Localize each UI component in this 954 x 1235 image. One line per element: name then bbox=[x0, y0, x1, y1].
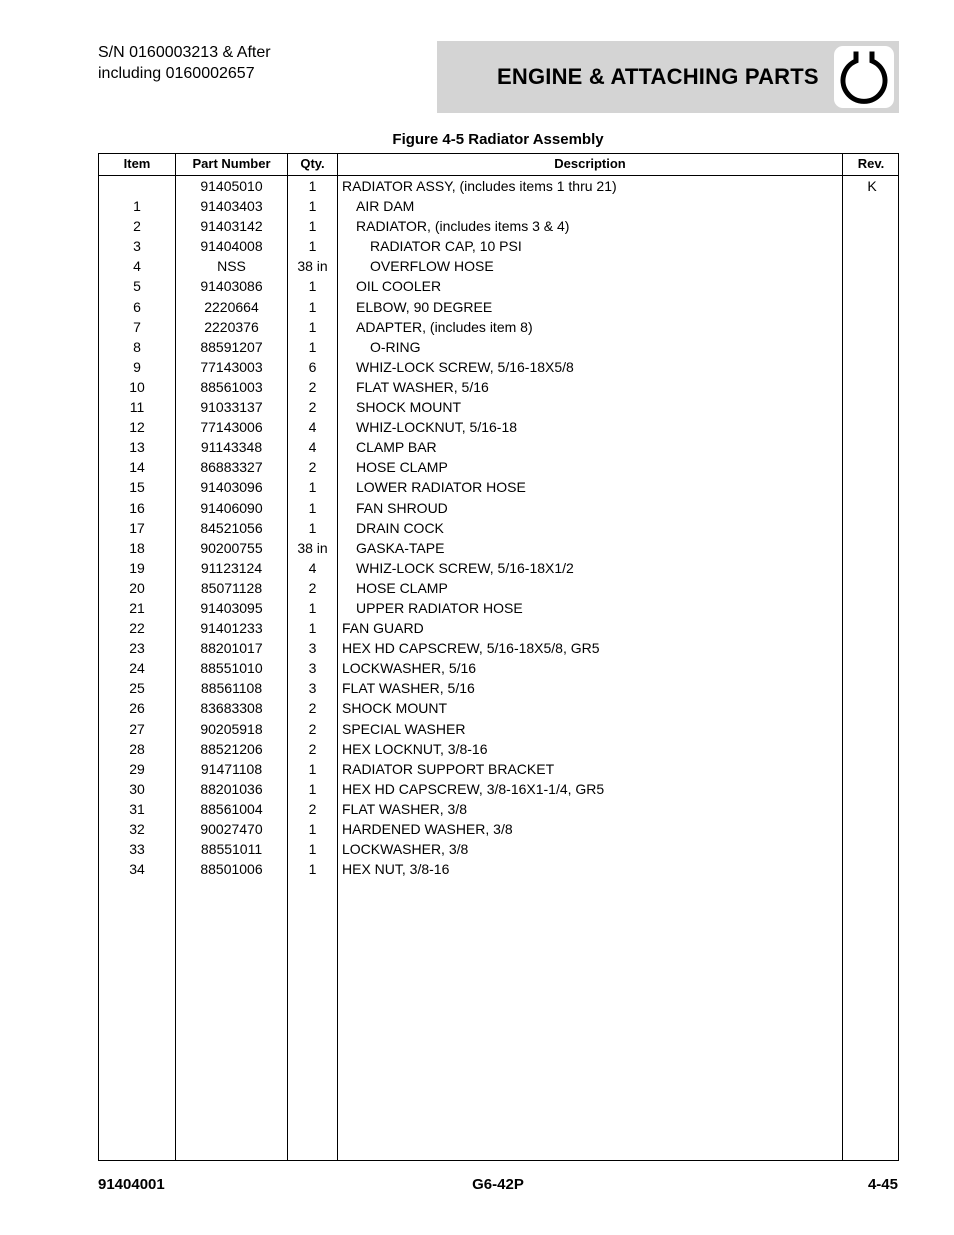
table-row bbox=[99, 216, 898, 236]
table-row bbox=[99, 397, 898, 417]
part-number: 90205918 bbox=[200, 720, 263, 737]
description: ADAPTER, (includes item 8) bbox=[356, 318, 533, 335]
quantity: 2 bbox=[308, 399, 317, 416]
description: SPECIAL WASHER bbox=[342, 720, 466, 737]
item-number: 22 bbox=[129, 620, 145, 637]
table-row bbox=[99, 839, 898, 859]
part-number: 88501006 bbox=[200, 861, 263, 878]
quantity: 2 bbox=[308, 459, 317, 476]
quantity: 2 bbox=[308, 740, 317, 757]
item-number: 19 bbox=[129, 559, 145, 576]
part-number: 91143348 bbox=[200, 439, 263, 456]
table-row bbox=[99, 558, 898, 578]
table-row bbox=[99, 598, 898, 618]
part-number: 90200755 bbox=[200, 539, 263, 556]
description: FAN GUARD bbox=[342, 620, 424, 637]
table-row bbox=[99, 618, 898, 638]
part-number: 83683308 bbox=[200, 700, 263, 717]
table-row bbox=[99, 578, 898, 598]
item-number: 33 bbox=[129, 841, 145, 858]
column-header-part-number: Part Number bbox=[192, 156, 271, 171]
part-number: 85071128 bbox=[200, 579, 263, 596]
part-number: 88551010 bbox=[200, 660, 263, 677]
item-number: 1 bbox=[133, 198, 141, 215]
quantity: 1 bbox=[308, 238, 317, 255]
description: HEX LOCKNUT, 3/8-16 bbox=[342, 740, 488, 757]
description: FLAT WASHER, 5/16 bbox=[342, 680, 475, 697]
table-row bbox=[99, 196, 898, 216]
table-row bbox=[99, 377, 898, 397]
engine-section-icon bbox=[834, 46, 894, 108]
description: LOCKWASHER, 5/16 bbox=[342, 660, 477, 677]
quantity: 1 bbox=[308, 178, 317, 194]
description: FLAT WASHER, 3/8 bbox=[342, 800, 467, 817]
item-number: 13 bbox=[129, 439, 145, 456]
quantity: 1 bbox=[308, 760, 317, 777]
table-row bbox=[99, 357, 898, 377]
part-number: 2220376 bbox=[204, 318, 259, 335]
description: UPPER RADIATOR HOSE bbox=[356, 599, 523, 616]
column-header-item: Item bbox=[123, 156, 151, 171]
part-number: 90027470 bbox=[200, 821, 263, 837]
item-number: 4 bbox=[133, 258, 141, 275]
quantity: 1 bbox=[308, 620, 317, 637]
quantity: 3 bbox=[308, 660, 317, 677]
part-number: 91405010 bbox=[200, 178, 263, 194]
footer-model: G6-42P bbox=[472, 1176, 524, 1193]
section-title: ENGINE & ATTACHING PARTS bbox=[497, 64, 819, 89]
quantity: 2 bbox=[308, 579, 317, 596]
part-number: 77143006 bbox=[200, 419, 263, 436]
column-header-qty: Qty. bbox=[300, 156, 325, 171]
description: SHOCK MOUNT bbox=[356, 399, 461, 416]
description: O-RING bbox=[370, 338, 421, 355]
description: AIR DAM bbox=[356, 198, 415, 215]
quantity: 4 bbox=[308, 559, 317, 576]
item-number: 7 bbox=[133, 318, 141, 335]
part-number: 91403403 bbox=[200, 198, 263, 215]
table-row bbox=[99, 678, 898, 698]
description: HOSE CLAMP bbox=[356, 459, 448, 476]
part-number: 88201017 bbox=[200, 640, 263, 657]
quantity: 6 bbox=[308, 358, 317, 375]
quantity: 1 bbox=[308, 479, 317, 496]
part-number: 91123124 bbox=[200, 559, 263, 576]
quantity: 2 bbox=[308, 700, 317, 717]
description: RADIATOR CAP, 10 PSI bbox=[370, 238, 522, 255]
table-row bbox=[99, 779, 898, 799]
item-number: 29 bbox=[129, 760, 145, 777]
section-banner bbox=[437, 41, 899, 113]
table-row bbox=[99, 337, 898, 357]
description: RADIATOR SUPPORT BRACKET bbox=[342, 760, 555, 777]
item-number: 18 bbox=[129, 539, 145, 556]
part-number: 86883327 bbox=[200, 459, 263, 476]
description: HOSE CLAMP bbox=[356, 579, 448, 596]
quantity: 1 bbox=[308, 338, 317, 355]
item-number: 8 bbox=[133, 338, 141, 355]
table-row bbox=[99, 297, 898, 317]
table-row bbox=[99, 437, 898, 457]
table-row bbox=[99, 759, 898, 779]
description: CLAMP BAR bbox=[356, 439, 437, 456]
table-row bbox=[99, 799, 898, 819]
table-row bbox=[99, 719, 898, 739]
item-number: 34 bbox=[129, 861, 145, 878]
item-number: 16 bbox=[129, 499, 145, 516]
part-number: 91471108 bbox=[200, 760, 263, 777]
description: FLAT WASHER, 5/16 bbox=[356, 378, 489, 395]
column-header-rev: Rev. bbox=[857, 156, 885, 171]
item-number: 30 bbox=[129, 780, 145, 797]
quantity: 1 bbox=[308, 841, 317, 858]
item-number: 12 bbox=[129, 419, 145, 436]
quantity: 1 bbox=[308, 218, 317, 235]
part-number: 91406090 bbox=[200, 499, 263, 516]
item-number: 26 bbox=[129, 700, 145, 717]
item-number: 5 bbox=[133, 278, 141, 295]
item-number: 32 bbox=[129, 821, 145, 837]
description: DRAIN COCK bbox=[356, 519, 444, 536]
table-row bbox=[99, 698, 898, 718]
parts-rows bbox=[99, 176, 898, 879]
figure-title: Figure 4-5 Radiator Assembly bbox=[392, 131, 604, 148]
part-number: 84521056 bbox=[200, 519, 263, 536]
description: HARDENED WASHER, 3/8 bbox=[342, 821, 513, 837]
item-number: 11 bbox=[129, 399, 145, 416]
part-number: 77143003 bbox=[200, 358, 263, 375]
item-number: 25 bbox=[129, 680, 145, 697]
table-row bbox=[99, 739, 898, 759]
description: WHIZ-LOCK SCREW, 5/16-18X5/8 bbox=[356, 358, 574, 375]
table-row bbox=[99, 658, 898, 678]
quantity: 2 bbox=[308, 720, 317, 737]
table-row bbox=[99, 477, 898, 497]
table-row bbox=[99, 518, 898, 538]
table-row bbox=[99, 417, 898, 437]
item-number: 9 bbox=[133, 358, 141, 375]
description: OVERFLOW HOSE bbox=[370, 258, 494, 275]
quantity: 1 bbox=[308, 861, 317, 878]
table-row bbox=[99, 498, 898, 518]
description: FAN SHROUD bbox=[356, 499, 448, 516]
part-number: 91403142 bbox=[200, 218, 263, 235]
quantity: 1 bbox=[308, 519, 317, 536]
quantity: 1 bbox=[308, 298, 317, 315]
part-number: 91401233 bbox=[200, 620, 263, 637]
item-number: 17 bbox=[129, 519, 145, 536]
quantity: 1 bbox=[308, 780, 317, 797]
item-number: 15 bbox=[129, 479, 145, 496]
quantity: 2 bbox=[308, 378, 317, 395]
description: RADIATOR ASSY, (includes items 1 thru 21) bbox=[342, 178, 617, 194]
part-number: 88551011 bbox=[200, 841, 263, 858]
description: RADIATOR, (includes items 3 & 4) bbox=[356, 218, 570, 235]
quantity: 3 bbox=[308, 640, 317, 657]
part-number: 91033137 bbox=[200, 399, 263, 416]
quantity: 4 bbox=[308, 439, 317, 456]
serial-number-range bbox=[98, 42, 271, 84]
serial-line-2: including 0160002657 bbox=[98, 65, 255, 82]
quantity: 38 in bbox=[297, 539, 328, 556]
footer-doc-number: 91404001 bbox=[98, 1176, 165, 1193]
part-number: 88561108 bbox=[200, 680, 263, 697]
part-number: 91403095 bbox=[200, 599, 263, 616]
table-row bbox=[99, 859, 898, 879]
part-number: 88521206 bbox=[200, 740, 263, 757]
table-row bbox=[99, 638, 898, 658]
revision: K bbox=[867, 178, 877, 194]
table-row bbox=[99, 236, 898, 256]
description: WHIZ-LOCKNUT, 5/16-18 bbox=[356, 419, 518, 436]
part-number: NSS bbox=[217, 258, 246, 275]
description: LOCKWASHER, 3/8 bbox=[342, 841, 469, 858]
table-row bbox=[99, 276, 898, 296]
item-number: 6 bbox=[133, 298, 141, 315]
quantity: 3 bbox=[308, 680, 317, 697]
item-number: 3 bbox=[133, 238, 141, 255]
item-number: 27 bbox=[129, 720, 145, 737]
description: ELBOW, 90 DEGREE bbox=[356, 298, 493, 315]
quantity: 1 bbox=[308, 318, 317, 335]
item-number: 23 bbox=[129, 640, 145, 657]
quantity: 38 in bbox=[297, 258, 328, 275]
quantity: 1 bbox=[308, 599, 317, 616]
item-number: 14 bbox=[129, 459, 145, 476]
item-number: 2 bbox=[133, 218, 141, 235]
item-number: 20 bbox=[129, 579, 145, 596]
table-row bbox=[99, 176, 898, 196]
table-row bbox=[99, 457, 898, 477]
table-row bbox=[99, 819, 898, 839]
table-row bbox=[99, 538, 898, 558]
quantity: 1 bbox=[308, 821, 317, 837]
footer-page-number: 4-45 bbox=[867, 1176, 898, 1193]
description: HEX HD CAPSCREW, 5/16-18X5/8, GR5 bbox=[342, 640, 600, 657]
serial-line-1: S/N 0160003213 & After bbox=[98, 44, 271, 61]
description: WHIZ-LOCK SCREW, 5/16-18X1/2 bbox=[356, 559, 574, 576]
part-number: 91403086 bbox=[200, 278, 263, 295]
description: GASKA-TAPE bbox=[356, 539, 445, 556]
part-number: 88591207 bbox=[200, 338, 263, 355]
part-number: 88561003 bbox=[200, 378, 263, 395]
table-row bbox=[99, 256, 898, 276]
description: HEX HD CAPSCREW, 3/8-16X1-1/4, GR5 bbox=[342, 780, 605, 797]
description: SHOCK MOUNT bbox=[342, 700, 447, 717]
description: LOWER RADIATOR HOSE bbox=[356, 479, 526, 496]
quantity: 1 bbox=[308, 198, 317, 215]
part-number: 88201036 bbox=[200, 780, 263, 797]
part-number: 91403096 bbox=[200, 479, 263, 496]
description: HEX NUT, 3/8-16 bbox=[342, 861, 450, 878]
part-number: 2220664 bbox=[204, 298, 259, 315]
item-number: 10 bbox=[129, 378, 145, 395]
table-row bbox=[99, 317, 898, 337]
quantity: 4 bbox=[308, 419, 317, 436]
item-number: 24 bbox=[129, 660, 145, 677]
item-number: 21 bbox=[129, 599, 145, 616]
column-header-description: Description bbox=[554, 156, 626, 171]
quantity: 1 bbox=[308, 499, 317, 516]
part-number: 91404008 bbox=[200, 238, 263, 255]
description: OIL COOLER bbox=[356, 278, 442, 295]
quantity: 1 bbox=[308, 278, 317, 295]
quantity: 2 bbox=[308, 800, 317, 817]
item-number: 28 bbox=[129, 740, 145, 757]
part-number: 88561004 bbox=[200, 800, 263, 817]
item-number: 31 bbox=[129, 800, 145, 817]
parts-table bbox=[98, 153, 899, 1161]
